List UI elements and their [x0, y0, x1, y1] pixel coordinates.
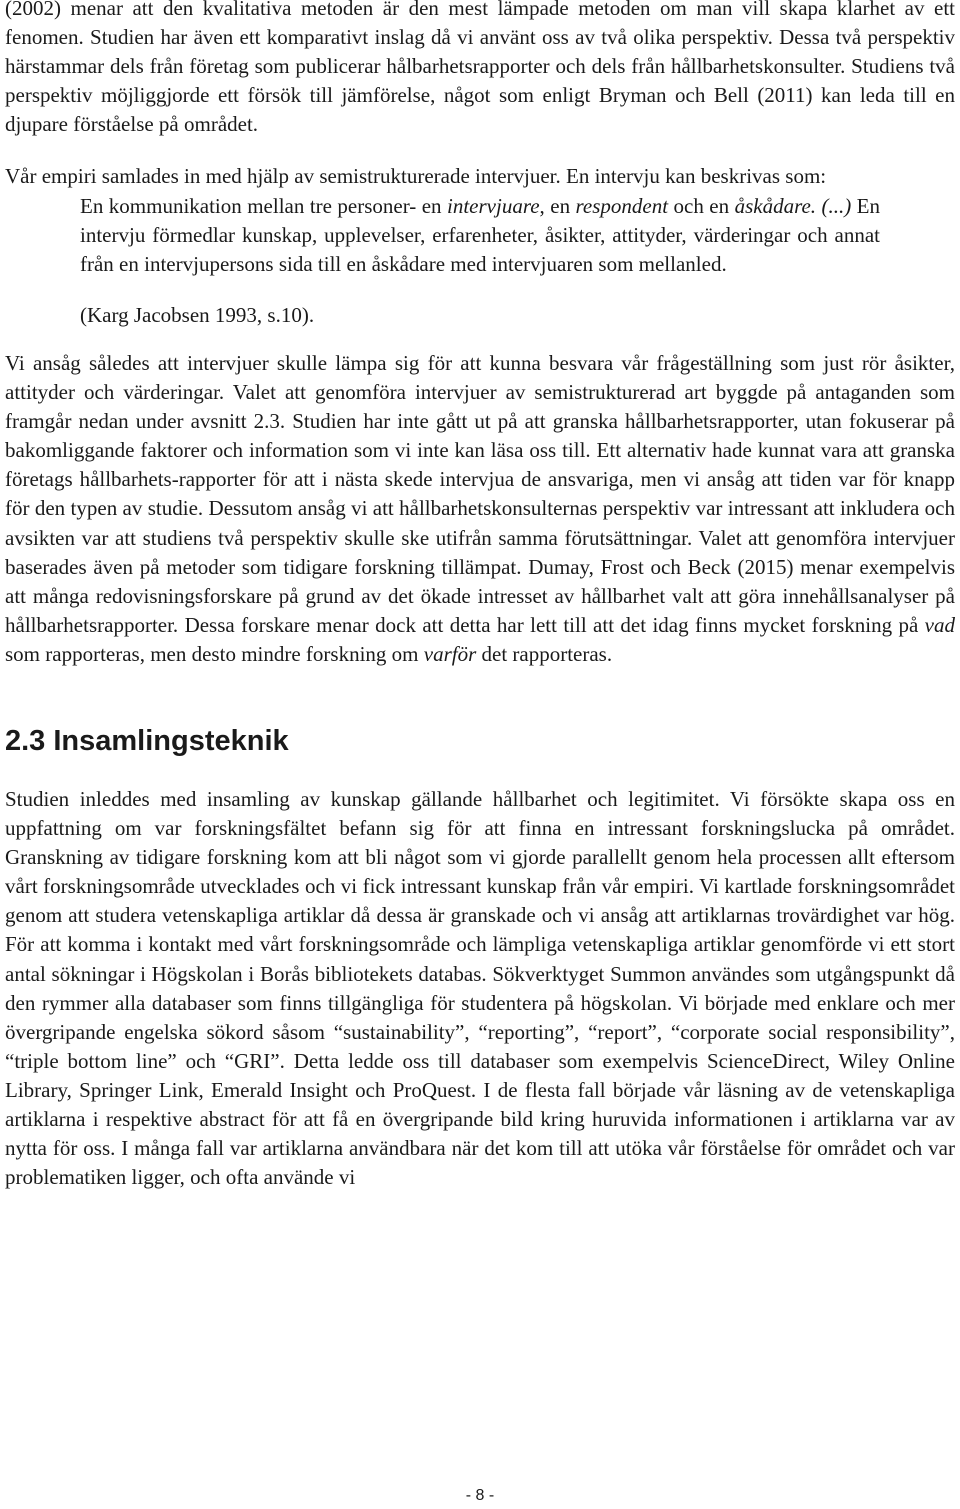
body-paragraph: Studien inleddes med insamling av kunskap gällande hållbarhet och legitimitet. Vi försökte skapa oss en uppfattning om var forskningsfältet befann sig för att finna en intressant forskningslucka på området. Granskning av tidigare forskning kom att bli något som vi gjorde parallellt genom hela processen allt eftersom vårt forskningsområde utvecklades och vi fick intressant kunskap från vår empiri. Vi kartlade forskningsområdet genom att studera vetenskapliga artiklar då dessa är granskade och vi ansåg att artiklarnas trovärdighet var hög. För att komma i kontakt med vårt forskningsområde och lämpliga vetenskapliga artiklar genomförde vi ett stort antal sökningar i Högskolan i Borås bibliotekets databas. Sökverktyget Summon användes som utgångspunkt då den rymmer alla databaser som finns tillgängliga för studentera på högskolan. Vi började med enklare och mer övergripande engelska sökord såsom “sustainability”, “reporting”, “report”, “corporate social responsibility”, “triple bottom line” och “GRI”. Detta ledde oss till databaser som exempelvis ScienceDirect, Wiley Online Library, Springer Link, Emerald Insight och ProQuest. I de flesta fall började vår läsning av de vetenskapliga artiklarna i respektive abstract för att få en övergripande bild kring huruvida informationen i artiklarna var av nytta för oss. I många fall var artiklarna användbara när det kom till att utöka vår förståelse för området och var problematiken ligger, och ofta använde vi	[5, 786, 955, 1190]
quote-citation: (Karg Jacobsen 1993, s.10).	[80, 302, 315, 327]
section-heading: 2.3 Insamlingsteknik	[5, 724, 289, 757]
paragraph-text: Vi ansåg således att intervjuer skulle lämpa sig för att kunna besvara vår frågeställning som just rör åsikter, attityder och värderingar. Valet att genomföra intervjuer av semistrukturerad art byggde på antaganden som framgår nedan under avsnitt 2.3. Studien har inte gått ut på att granska hållbarhetsrapporter, utan fokuserar på bakomliggande faktorer och information som vi inte kan läsa oss till. Ett alternativ hade kunnat vara att granska företags hållbarhets-rapporter för att i nästa skede intervjua de ansvariga, men vi ansåg att tiden var för knapp för den typen av studie. Dessutom ansåg vi att hållbarhetskonsulternas perspektiv var intressant att inkludera och avsikten var att studiens två perspektiv skulle ske utifrån samma förutsättningar. Valet att genomföra intervjuer baserades även på metoder som tidigare forskning tillämpat. Dumay, Frost och Beck (2015) menar exempelvis att många redovisningsforskare på grund av det ökade intresset av hållbarhet valt att göra innehållsanalyser på hållbarhetsrapporter. Dessa forskare menar dock att detta har lett till att det idag finns mycket forskning på	[5, 350, 955, 637]
paragraph-text: som rapporteras, men desto mindre forskning om	[5, 641, 424, 666]
quote-term: intervjuare	[447, 193, 540, 218]
quote-text: En intervju förmedlar kunskap, upplevelser, erfarenheter, åsikter, attityder, värderingar och annat från en intervjupersons sida till en åskådare med intervjuaren som mellanled.	[80, 193, 881, 276]
quote-term: åskådare. (...)	[734, 193, 852, 218]
block-quote	[80, 192, 880, 279]
paragraph-text: det rapporteras.	[476, 641, 613, 666]
document-page	[5, 0, 955, 1192]
quote-text: , en	[539, 193, 576, 218]
body-paragraph: Vår empiri samlades in med hjälp av semistrukturerade intervjuer. En intervju kan beskrivas som:	[5, 164, 827, 189]
page-number: - 8 -	[465, 1487, 495, 1504]
emphasis: vad	[924, 612, 955, 637]
emphasis: varför	[423, 641, 477, 666]
quote-term: respondent	[575, 193, 669, 218]
body-paragraph: (2002) menar att den kvalitativa metoden är den mest lämpade metoden om man vill skapa klarhet av ett fenomen. Studien har även ett komparativt inslag då vi använt oss av två olika perspektiv. Dessa två perspektiv härstammar dels från företag som publicerar hålbarhetsrapporter och dels från hållbarhetskonsulter. Studiens två perspektiv möjliggjorde ett försök till jämförelse, något som enligt Bryman och Bell (2011) kan leda till en djupare förståelse på området.	[5, 0, 955, 137]
body-paragraph	[5, 349, 955, 669]
quote-text: och en	[668, 193, 735, 218]
quote-text: En kommunikation mellan tre personer- en	[80, 193, 448, 218]
